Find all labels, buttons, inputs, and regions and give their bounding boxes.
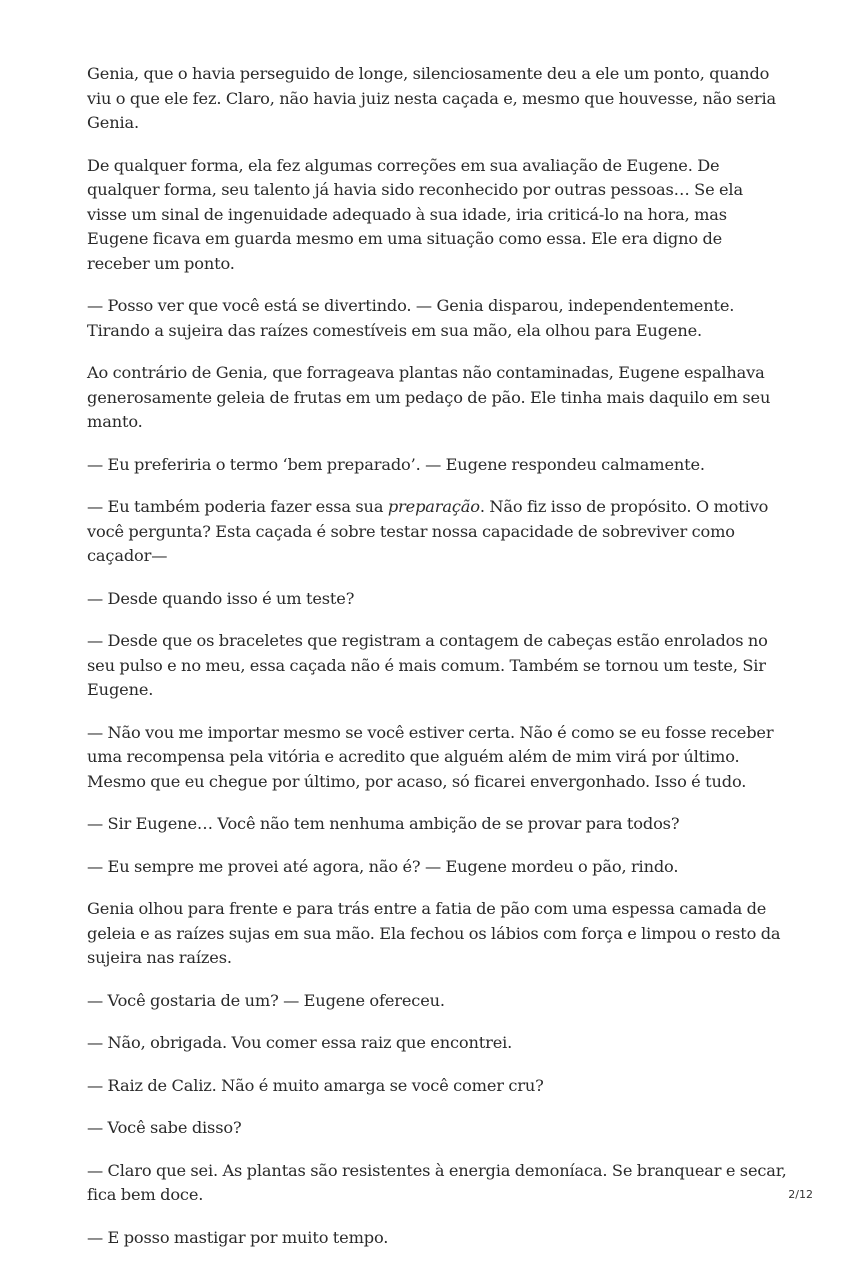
paragraph: — Claro que sei. As plantas são resistentes à energia demoníaca. Se branquear e secar, fica bem doce.	[87, 1160, 787, 1204]
paragraph: — E posso mastigar por muito tempo.	[87, 1227, 389, 1247]
paragraph-text: — Eu também poderia fazer essa sua	[87, 497, 388, 516]
paragraph: — Eu preferiria o termo ‘bem preparado’. — Eugene respondeu calmamente.	[87, 454, 705, 474]
paragraph: — Raiz de Caliz. Não é muito amarga se você comer cru?	[87, 1075, 544, 1095]
paragraph: — Desde que os braceletes que registram a contagem de cabeças estão enrolados no seu pulso e no meu, essa caçada não é mais comum. Também se tornou um teste, Sir Eugene.	[87, 631, 768, 699]
paragraph: Ao contrário de Genia, que forrageava plantas não contaminadas, Eugene espalhava generosamente geleia de frutas em um pedaço de pão. Ele tinha mais daquilo em seu manto.	[87, 363, 771, 431]
paragraph: — Você gostaria de um? — Eugene ofereceu.	[87, 990, 445, 1010]
paragraph: — Eu sempre me provei até agora, não é? — Eugene mordeu o pão, rindo.	[87, 856, 679, 876]
paragraph: Genia, que o havia perseguido de longe, silenciosamente deu a ele um ponto, quando viu o que ele fez. Claro, não havia juiz nesta caçada e, mesmo que houvesse, não seria Genia.	[87, 64, 777, 132]
paragraph: Genia olhou para frente e para trás entre a fatia de pão com uma espessa camada de geleia e as raízes sujas em sua mão. Ela fechou os lábios com força e limpou o resto da sujeira nas raízes.	[87, 899, 781, 967]
paragraph: — Posso ver que você está se divertindo. — Genia disparou, independentemente. Tirando a sujeira das raízes comestíveis em sua mão, ela olhou para Eugene.	[87, 296, 735, 340]
paragraph: De qualquer forma, ela fez algumas correções em sua avaliação de Eugene. De qualquer forma, seu talento já havia sido reconhecido por outras pessoas… Se ela visse um sinal de ingenuidade adequado à sua idade, iria criticá-lo na hora, mas Eugene ficava em guarda mesmo em uma situação como essa. Ele era digno de receber um ponto.	[87, 155, 743, 273]
page-number: 2/12	[788, 1188, 813, 1201]
paragraph	[87, 495, 787, 569]
paragraph: — Não, obrigada. Vou comer essa raiz que encontrei.	[87, 1033, 513, 1052]
paragraph: — Não vou me importar mesmo se você estiver certa. Não é como se eu fosse receber uma recompensa pela vitória e acredito que alguém além de mim virá por último. Mesmo que eu chegue por último, por acaso, só ficarei envergonhado. Isso é tudo.	[87, 722, 774, 791]
italic-text: preparação	[387, 497, 480, 516]
document-body	[87, 62, 787, 1268]
paragraph: — Você sabe disso?	[87, 1118, 242, 1137]
paragraph: — Sir Eugene… Você não tem nenhuma ambição de se provar para todos?	[87, 814, 680, 833]
paragraph: — Desde quando isso é um teste?	[87, 588, 355, 608]
paragraph-text: . Não fiz isso de propósito. O motivo você pergunta? Esta caçada é sobre testar nossa capacidade de sobreviver como caçador—	[87, 497, 769, 565]
